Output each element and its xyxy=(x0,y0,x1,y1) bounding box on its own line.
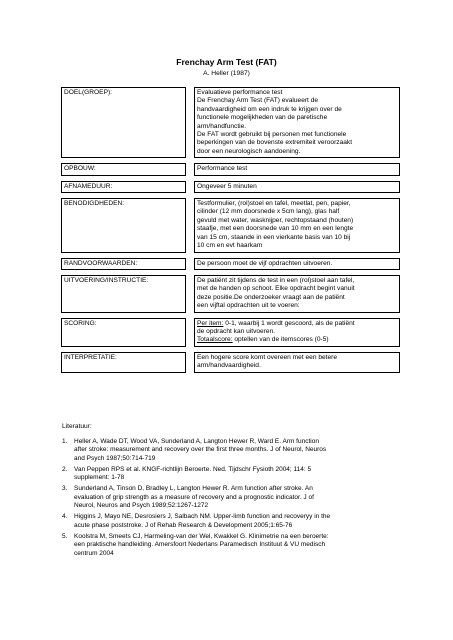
scoring-total-label: Totaalscore: xyxy=(197,336,233,344)
row-value xyxy=(194,163,400,175)
reference-item xyxy=(62,533,402,558)
reference-line: Koolstra M, Smeets CJ, Harmeling-van der Wel, Kwakkel G. Klinimetrie na een beroerte: xyxy=(74,532,329,540)
row-label: INTERPRETATIE: xyxy=(61,352,186,373)
row-label: RANDVOORWAARDEN: xyxy=(61,258,186,270)
literature-heading: Literatuur: xyxy=(62,423,92,430)
info-row xyxy=(61,318,400,347)
scoring-item-label: Per item: xyxy=(197,319,224,327)
column-gap xyxy=(186,198,194,252)
reference-number: 3. xyxy=(62,485,68,493)
row-label: DOEL(GROEP): xyxy=(61,87,186,158)
column-gap xyxy=(186,275,194,313)
column-gap xyxy=(186,163,194,175)
reference-line: een praktische handleiding. Amersfoort Nederlans Paramedisch Instituut & VU medisch xyxy=(74,541,326,549)
row-label: SCORING: xyxy=(61,318,186,347)
row-value xyxy=(194,87,400,158)
value-line: door een neurologisch aandoening. xyxy=(197,147,301,155)
value-line: beperkingen van de bovenste extremiteit veroorzaakt xyxy=(197,139,353,147)
reference-line: after stroke: measurement and recovery over the first three months. J of Neurol, Neuros xyxy=(74,446,327,454)
reference-item xyxy=(62,513,402,530)
column-gap xyxy=(186,318,194,347)
row-value xyxy=(194,181,400,193)
value-line: De FAT wordt gebruikt bij personen met functionele xyxy=(197,131,347,139)
column-gap xyxy=(186,87,194,158)
reference-line: centrum 2004 xyxy=(74,549,114,557)
row-label: BENODIGDHEDEN: xyxy=(61,198,186,252)
value-line: cilinder (12 mm doorsnede x 5cm lang), glas half xyxy=(197,208,340,216)
reference-line: Neurol, Neuros and Psych 1989;52:1267-1272 xyxy=(74,502,209,510)
row-value xyxy=(194,352,400,373)
value-line: deze positie.De onderzoeker vraagt aan de patiënt xyxy=(197,293,345,301)
reference-number: 1. xyxy=(62,438,68,445)
row-label: UITVOERING/INSTRUCTIE: xyxy=(61,275,186,313)
scoring-total-text: optellen van de itemscores (0-5) xyxy=(232,336,329,344)
value-line: staafje, met een doorsnede van 10 mm en een lengte xyxy=(197,225,354,233)
reference-line: supplement: 1-78 xyxy=(74,474,125,482)
scoring-item-text-2: de opdracht kan uitvoeren. xyxy=(197,327,276,335)
reference-item xyxy=(62,438,402,463)
scoring-item-line xyxy=(197,320,396,328)
info-row xyxy=(61,352,400,373)
info-row xyxy=(61,163,400,175)
reference-line: and Psych 1987;50:714-719 xyxy=(74,454,156,462)
reference-line: Higgins J, Mayo NE, Desrosiers J, Salbach NM. Upper-limb function and recoveryy in the xyxy=(74,513,331,521)
scoring-item-text: 0-1, waarbij 1 wordt gescoord, als de patiënt xyxy=(223,319,355,327)
value-line: 10 cm en evt haarkam xyxy=(197,242,263,250)
info-row xyxy=(61,181,400,193)
reference-line: evaluation of grip strength as a measure of recovery and a prognostic indicator. J of xyxy=(74,493,314,501)
value-line: Een hogere score komt overeen met een betere xyxy=(197,353,338,361)
value-line: De persoon moet de vijf opdrachten uitvoeren. xyxy=(197,259,333,267)
document-author: A. Heller (1987) xyxy=(203,70,250,77)
value-line: De patiënt zit tijdens de test in een (rol)stoel aan tafel, xyxy=(197,276,355,284)
value-line: van 15 cm, staande in een vierkante basis van 10 bij xyxy=(197,233,351,241)
reference-line: Sunderland A, Tinson D, Bradley L, Langton Hewer R. Arm function after stroke. An xyxy=(74,485,313,493)
row-value xyxy=(194,275,400,313)
value-line: een vijftal opdrachten uit te voeren: xyxy=(197,302,300,310)
value-line: De Frenchay Arm Test (FAT) evalueert de xyxy=(197,97,319,105)
info-row xyxy=(61,87,400,158)
row-value xyxy=(194,318,400,347)
column-gap xyxy=(186,258,194,270)
row-value xyxy=(194,258,400,270)
value-line: functionele mogelijkheden van de paretische xyxy=(197,114,328,122)
reference-line: Van Peppen RPS et al. KNGF-richtlijn Beroerte. Ned. Tijdschr Fysioth 2004; 114: 5 xyxy=(74,465,312,473)
reference-line: Heller A, Wade DT, Wood VA, Sunderland A, Langton Hewer R, Ward E. Arm function xyxy=(74,438,319,445)
scoring-total-line xyxy=(197,336,396,344)
row-label: AFNAMEDUUR: xyxy=(61,181,186,193)
value-line: Testformulier, (rol)stoel en tafel, meetlat, pen, papier, xyxy=(197,200,351,208)
reference-number: 5. xyxy=(62,532,68,540)
reference-line: acute phase poststroke. J of Rehab Research & Development 2005;1:65-76 xyxy=(74,521,293,529)
value-line: gevuld met water, wasknijper, rechtopstaand (houten) xyxy=(197,216,354,224)
info-row xyxy=(61,258,400,270)
info-row xyxy=(61,275,400,313)
reference-item xyxy=(62,466,402,483)
value-line: Ongeveer 5 minuten xyxy=(197,182,257,190)
document-title: Frenchay Arm Test (FAT) xyxy=(176,57,277,67)
value-line: arm/handfunctie. xyxy=(197,122,247,130)
reference-number: 4. xyxy=(62,513,68,521)
row-value xyxy=(194,198,400,252)
row-label: OPBOUW: xyxy=(61,163,186,175)
value-line: Evaluatieve performance test xyxy=(197,89,283,96)
column-gap xyxy=(186,352,194,373)
reference-list xyxy=(62,438,402,561)
reference-number: 2. xyxy=(62,465,68,473)
column-gap xyxy=(186,181,194,193)
value-line: met de handen op schoot. Elke opdracht begint vanuit xyxy=(197,285,355,293)
value-line: arm/handvaardigheid. xyxy=(197,362,261,370)
value-line: Performance test xyxy=(197,165,248,173)
reference-item xyxy=(62,485,402,510)
info-table xyxy=(61,82,400,378)
value-line: handvaardigheid om een indruk te krijgen over de xyxy=(197,105,342,113)
info-row xyxy=(61,198,400,252)
